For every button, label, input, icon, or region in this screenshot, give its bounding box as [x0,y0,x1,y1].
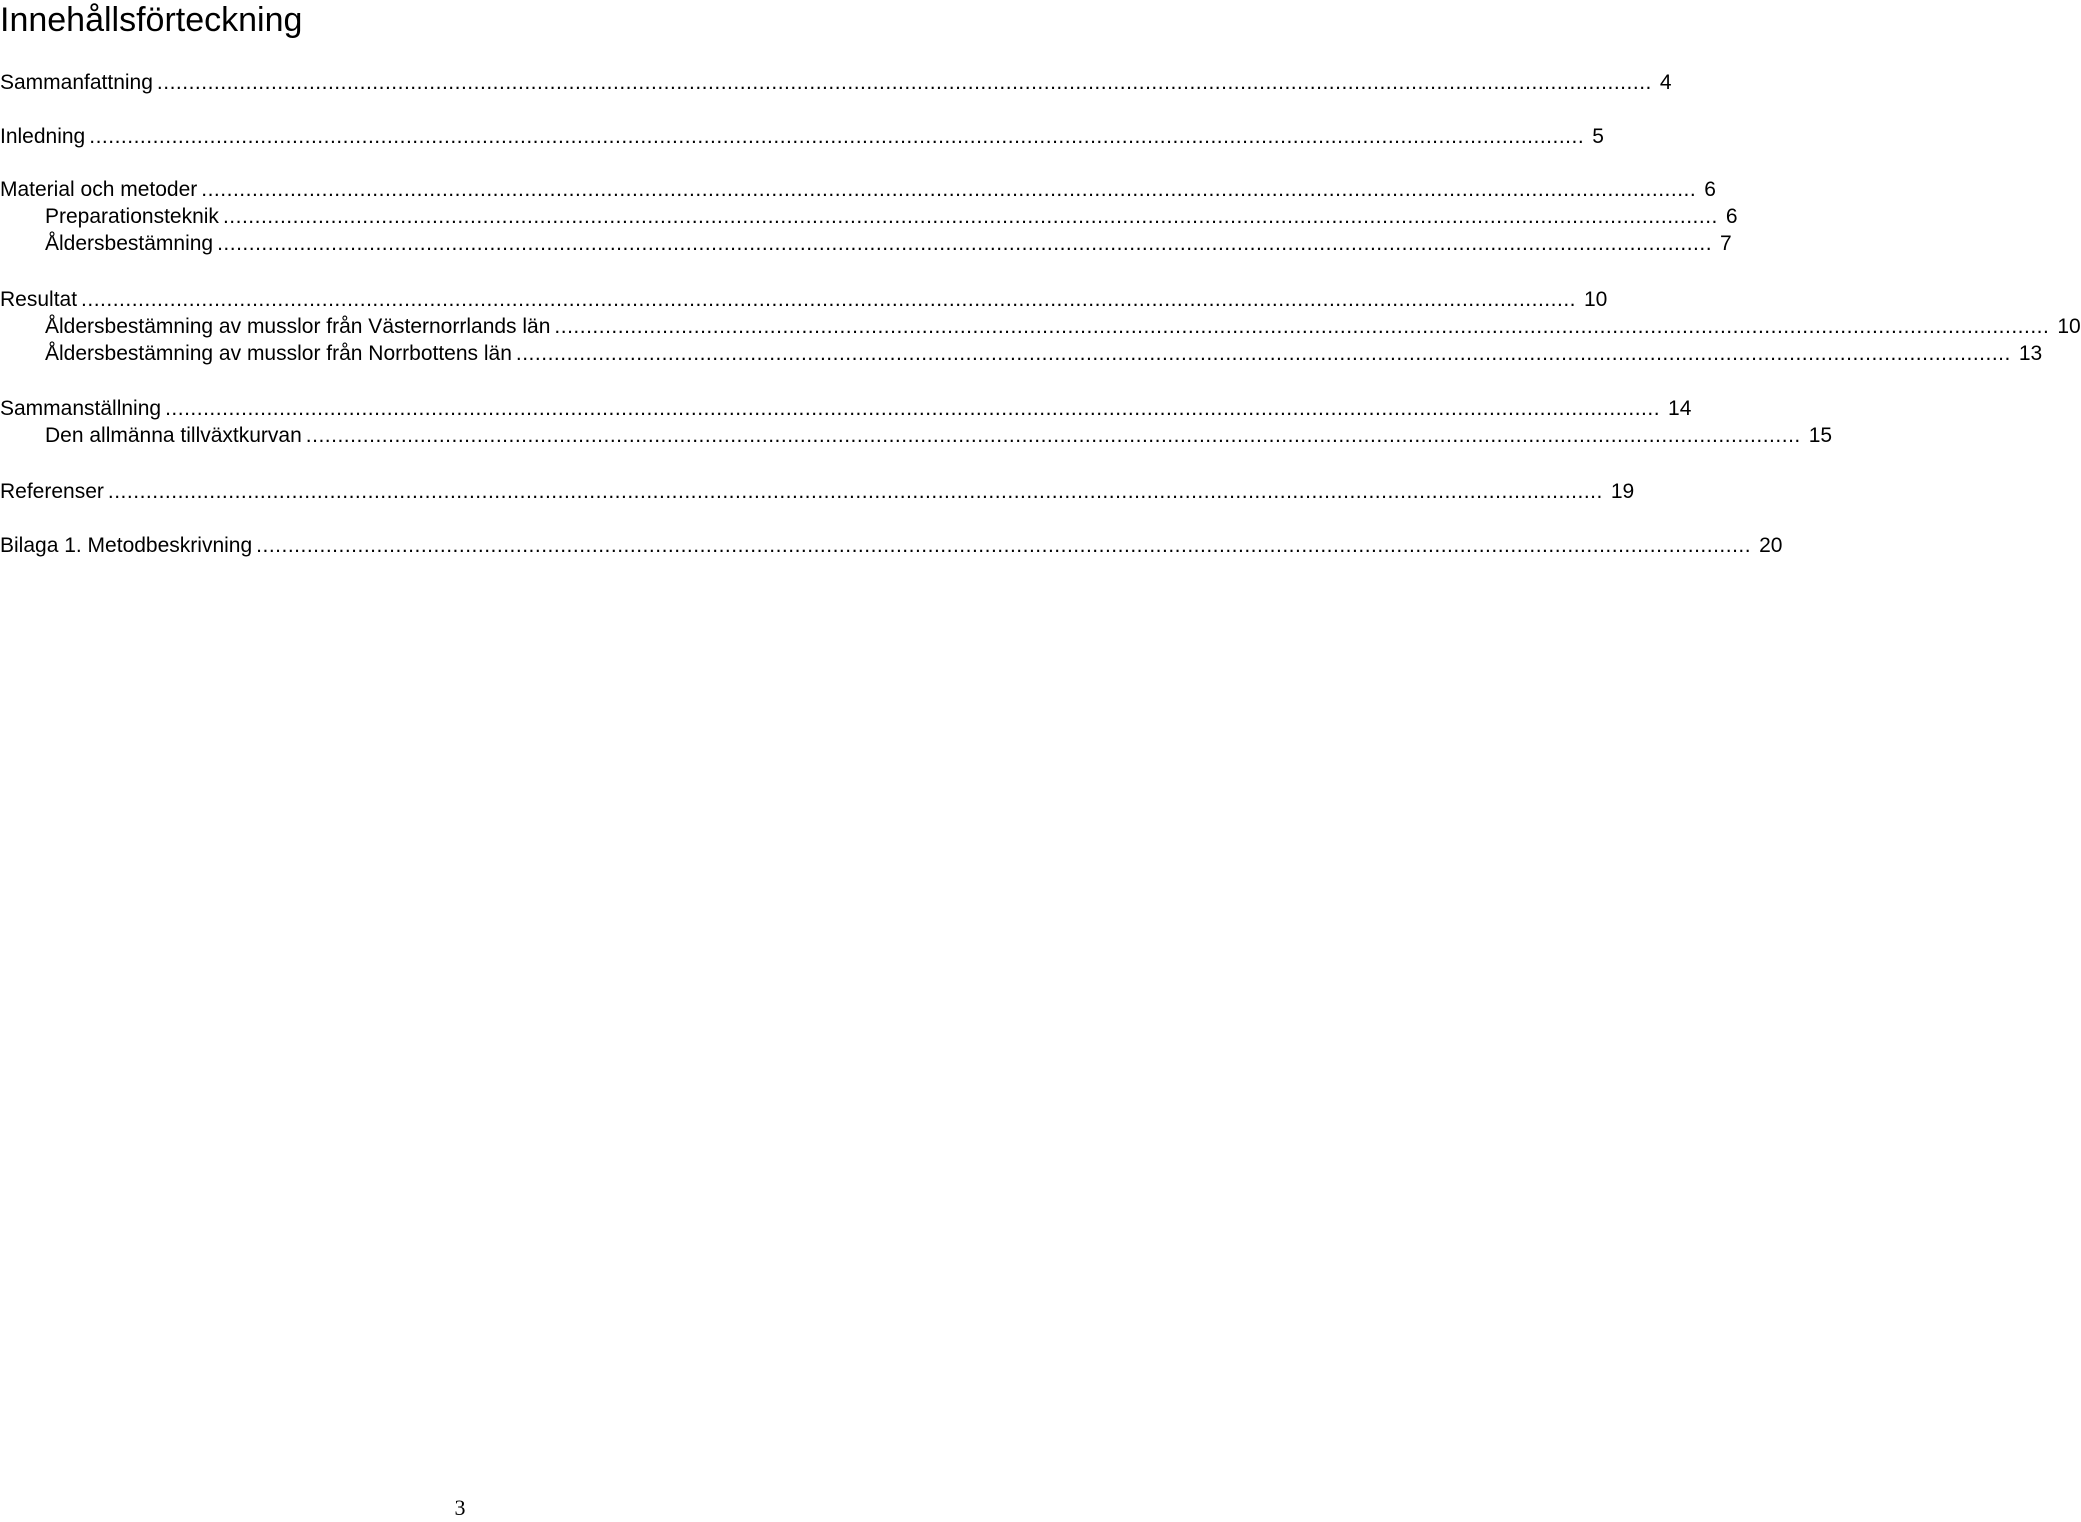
toc-entry-resultat[interactable] [0,286,1608,314]
dot-leader: ............................................................................................................................................................................................................................................ [201,178,1697,201]
toc-entry-label: Åldersbestämning av musslor från Västernorrlands län [45,315,551,338]
toc-entry-page: 10 [1583,288,1608,311]
toc-entry-page: 5 [1592,125,1604,148]
dot-leader: ............................................................................................................................................................................................................................................ [305,424,1801,447]
toc-entry-label: Åldersbestämning av musslor från Norrbottens län [45,342,512,365]
toc-entry-page: 4 [1659,71,1672,94]
toc-entry-aldersbestamning[interactable] [45,230,1732,258]
dot-leader: ............................................................................................................................................................................................................................................ [89,125,1585,148]
dot-leader: ............................................................................................................................................................................................................................................ [515,342,2011,365]
dot-leader: ............................................................................................................................................................................................................................................ [81,288,1576,311]
toc-entry-page: 13 [2018,342,2043,365]
toc-entry-page: 15 [1808,424,1833,447]
dot-leader: ............................................................................................................................................................................................................................................ [222,205,1718,228]
toc-entry-tillvaxtkurvan[interactable] [45,422,1833,450]
toc-entry-referenser[interactable] [0,478,1635,506]
dot-leader: ............................................................................................................................................................................................................................................ [554,315,2050,338]
toc-entry-page: 10 [2057,315,2081,338]
dot-leader: ............................................................................................................................................................................................................................................ [256,534,1752,557]
toc-entry-sammanfattning[interactable] [0,69,1672,97]
page-number: 3 [454,1495,466,1520]
toc-entry-page: 14 [1668,397,1692,420]
dot-leader: ............................................................................................................................................................................................................................................ [156,71,1652,94]
toc-entry-material-och-metoder[interactable] [0,176,1716,204]
toc-entry-label: Inledning [0,125,86,148]
toc-entry-label: Den allmänna tillväxtkurvan [45,424,302,447]
toc-entry-preparationsteknik[interactable] [45,203,1738,231]
toc-entry-page: 6 [1725,205,1738,228]
toc-entry-inledning[interactable] [0,123,1604,151]
toc-entry-label: Sammanställning [0,397,162,420]
toc-entry-label: Bilaga 1. Metodbeskrivning [0,534,253,557]
toc-entry-bilaga-1[interactable] [0,532,1783,560]
toc-entry-page: 6 [1704,178,1716,201]
toc-entry-label: Material och metoder [0,178,198,201]
dot-leader: ............................................................................................................................................................................................................................................ [165,397,1661,420]
toc-entry-page: 20 [1759,534,1783,557]
page-title: Innehållsförteckning [0,1,303,39]
toc-entry-label: Preparationsteknik [45,205,219,228]
toc-entry-label: Referenser [0,480,104,503]
dot-leader: ............................................................................................................................................................................................................................................ [107,480,1603,503]
dot-leader: ............................................................................................................................................................................................................................................ [217,232,1713,255]
toc-entry-page: 19 [1610,480,1635,503]
toc-entry-vasternorrland[interactable] [45,313,2081,341]
toc-entry-label: Åldersbestämning [45,232,214,255]
toc-entry-page: 7 [1720,232,1732,255]
toc-entry-label: Sammanfattning [0,71,153,94]
toc-entry-label: Resultat [0,288,78,311]
toc-entry-sammanstallning[interactable] [0,395,1692,423]
toc-entry-norrbotten[interactable] [45,340,2043,368]
